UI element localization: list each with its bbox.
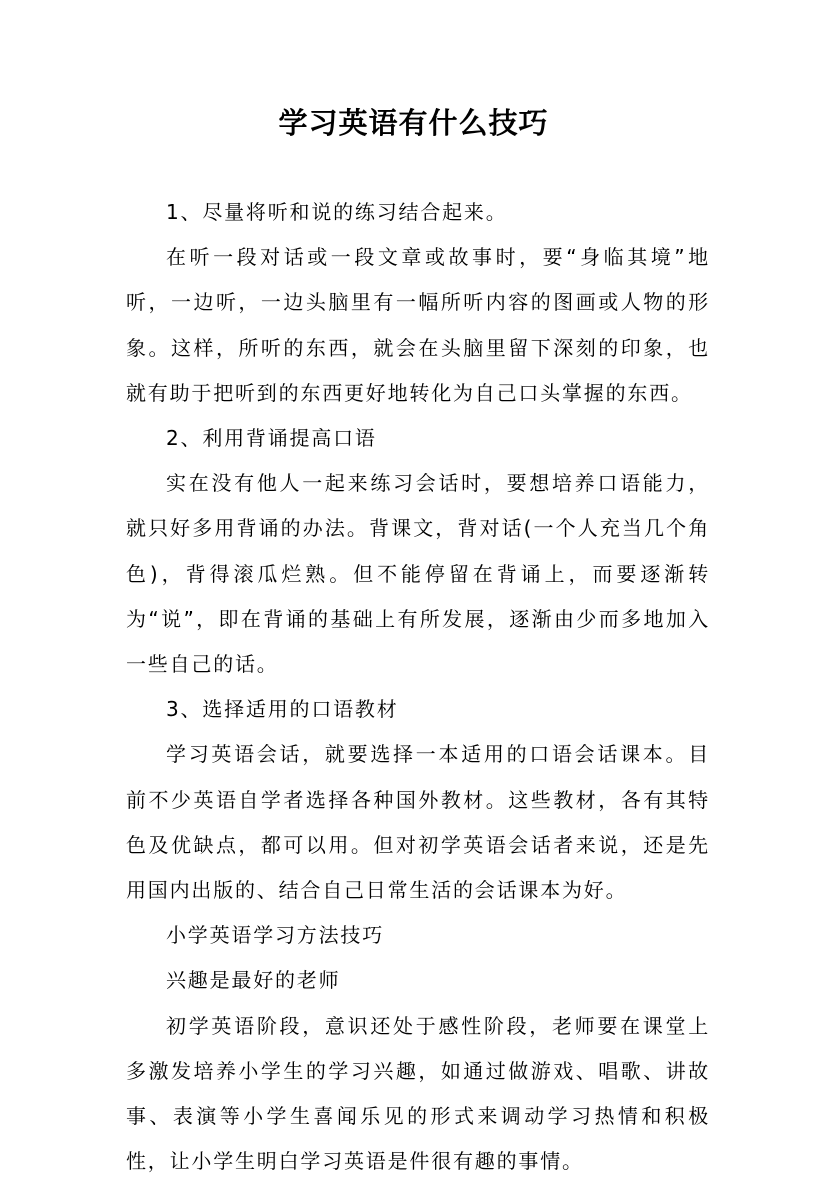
document-body [126, 190, 710, 1184]
subtitle-line: 小学英语学习方法技巧 [166, 923, 384, 948]
section-heading-3: 3、选择适用的口语教材 [166, 697, 399, 722]
section-heading-1: 1、尽量将听和说的练习结合起来。 [166, 200, 508, 224]
section-heading-2: 2、利用背诵提高口语 [166, 426, 377, 451]
body-paragraph: 学习英语会话，就要选择一本适用的口语会话课本。目前不少英语自学者选择各种国外教材。这些教材，各有其特色及优缺点，都可以用。但对初学英语会话者来说，还是先用国内出版的、结合自己日常生活的会话课本为好。 [126, 742, 710, 903]
document-title: 学习英语有什么技巧 [278, 106, 549, 140]
body-paragraph: 在听一段对话或一段文章或故事时，要“身临其境”地听，一边听，一边头脑里有一幅所听内容的图画或人物的形象。这样，所听的东西，就会在头脑里留下深刻的印象，也就有助于把听到的东西更好地转化为自己口头掌握的东西。 [126, 245, 710, 405]
body-paragraph: 实在没有他人一起来练习会话时，要想培养口语能力，就只好多用背诵的办法。背课文，背对话(一个人充当几个角色)，背得滚瓜烂熟。但不能停留在背诵上，而要逐渐转为“说”，即在背诵的基础上有所发展，逐渐由少而多地加入一些自己的话。 [126, 471, 710, 677]
subheading-line: 兴趣是最好的老师 [166, 968, 341, 993]
body-paragraph: 初学英语阶段，意识还处于感性阶段，老师要在课堂上多激发培养小学生的学习兴趣，如通过做游戏、唱歌、讲故事、表演等小学生喜闻乐见的形式来调动学习热情和积极性，让小学生明白学习英语是件很有趣的事情。 [126, 1013, 710, 1174]
